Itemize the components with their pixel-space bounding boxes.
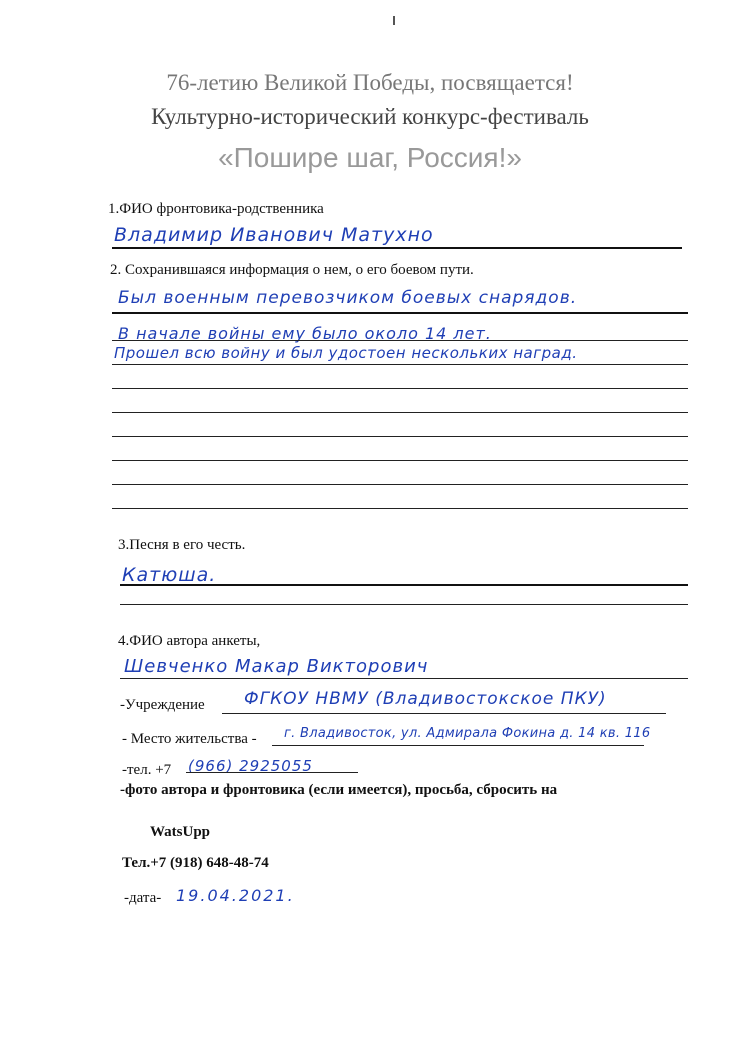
info-rule-8 [112, 484, 688, 485]
contest-title: Культурно-исторический конкурс-фестиваль [151, 104, 589, 129]
author-label: 4.ФИО автора анкеты, [118, 633, 261, 649]
festival-name: «Пошире шаг, Россия!» [218, 142, 522, 173]
residence-line [272, 745, 644, 746]
dedication-title: 76-летию Великой Победы, посвящается! [166, 70, 574, 95]
song-line-1 [120, 584, 688, 586]
info-rule-9 [112, 508, 688, 509]
residence-value: г. Владивосток, ул. Адмирала Фокина д. 14 кв. 116 [284, 726, 651, 741]
phone-line [186, 772, 358, 773]
date-label: -дата- [124, 890, 162, 906]
author-name-value: Шевченко Макар Викторович [124, 656, 429, 677]
info-rule-2 [112, 340, 688, 341]
scan-speck [393, 16, 395, 25]
combat-info-line-2: В начале войны ему было около 14 лет. [118, 324, 492, 343]
phone-value: (966) 2925055 [188, 757, 313, 775]
info-rule-3 [112, 364, 688, 365]
veteran-name-line [112, 247, 682, 249]
institution-line [222, 713, 666, 714]
song-line-2 [120, 604, 688, 605]
contact-phone: Тел.+7 (918) 648-48-74 [122, 855, 269, 871]
info-rule-6 [112, 436, 688, 437]
phone-label: -тел. +7 [122, 762, 172, 778]
info-rule-4 [112, 388, 688, 389]
institution-value: ФГКОУ НВМУ (Владивостокское ПКУ) [244, 689, 607, 709]
info-rule-1 [112, 312, 688, 314]
combat-info-line-1: Был военным перевозчиком боевых снарядов. [118, 288, 578, 308]
info-rule-7 [112, 460, 688, 461]
combat-info-line-3: Прошел всю войну и был удостоен нескольких наград. [114, 344, 578, 362]
combat-info-label: 2. Сохранившаяся информация о нем, о его боевом пути. [110, 262, 474, 278]
institution-label: -Учреждение [120, 697, 205, 713]
author-name-line [120, 678, 688, 679]
song-label: 3.Песня в его честь. [118, 537, 246, 553]
veteran-name-label: 1.ФИО фронтовика-родственника [108, 201, 324, 217]
whatsapp-label: WatsUpp [150, 824, 211, 840]
photo-note: -фото автора и фронтовика (если имеется), просьба, сбросить на [120, 782, 558, 798]
song-value: Катюша. [122, 564, 217, 586]
info-rule-5 [112, 412, 688, 413]
veteran-name-value: Владимир Иванович Матухно [114, 224, 434, 246]
date-value: 19.04.2021. [176, 886, 295, 905]
residence-label: - Место жительства - [122, 731, 257, 747]
